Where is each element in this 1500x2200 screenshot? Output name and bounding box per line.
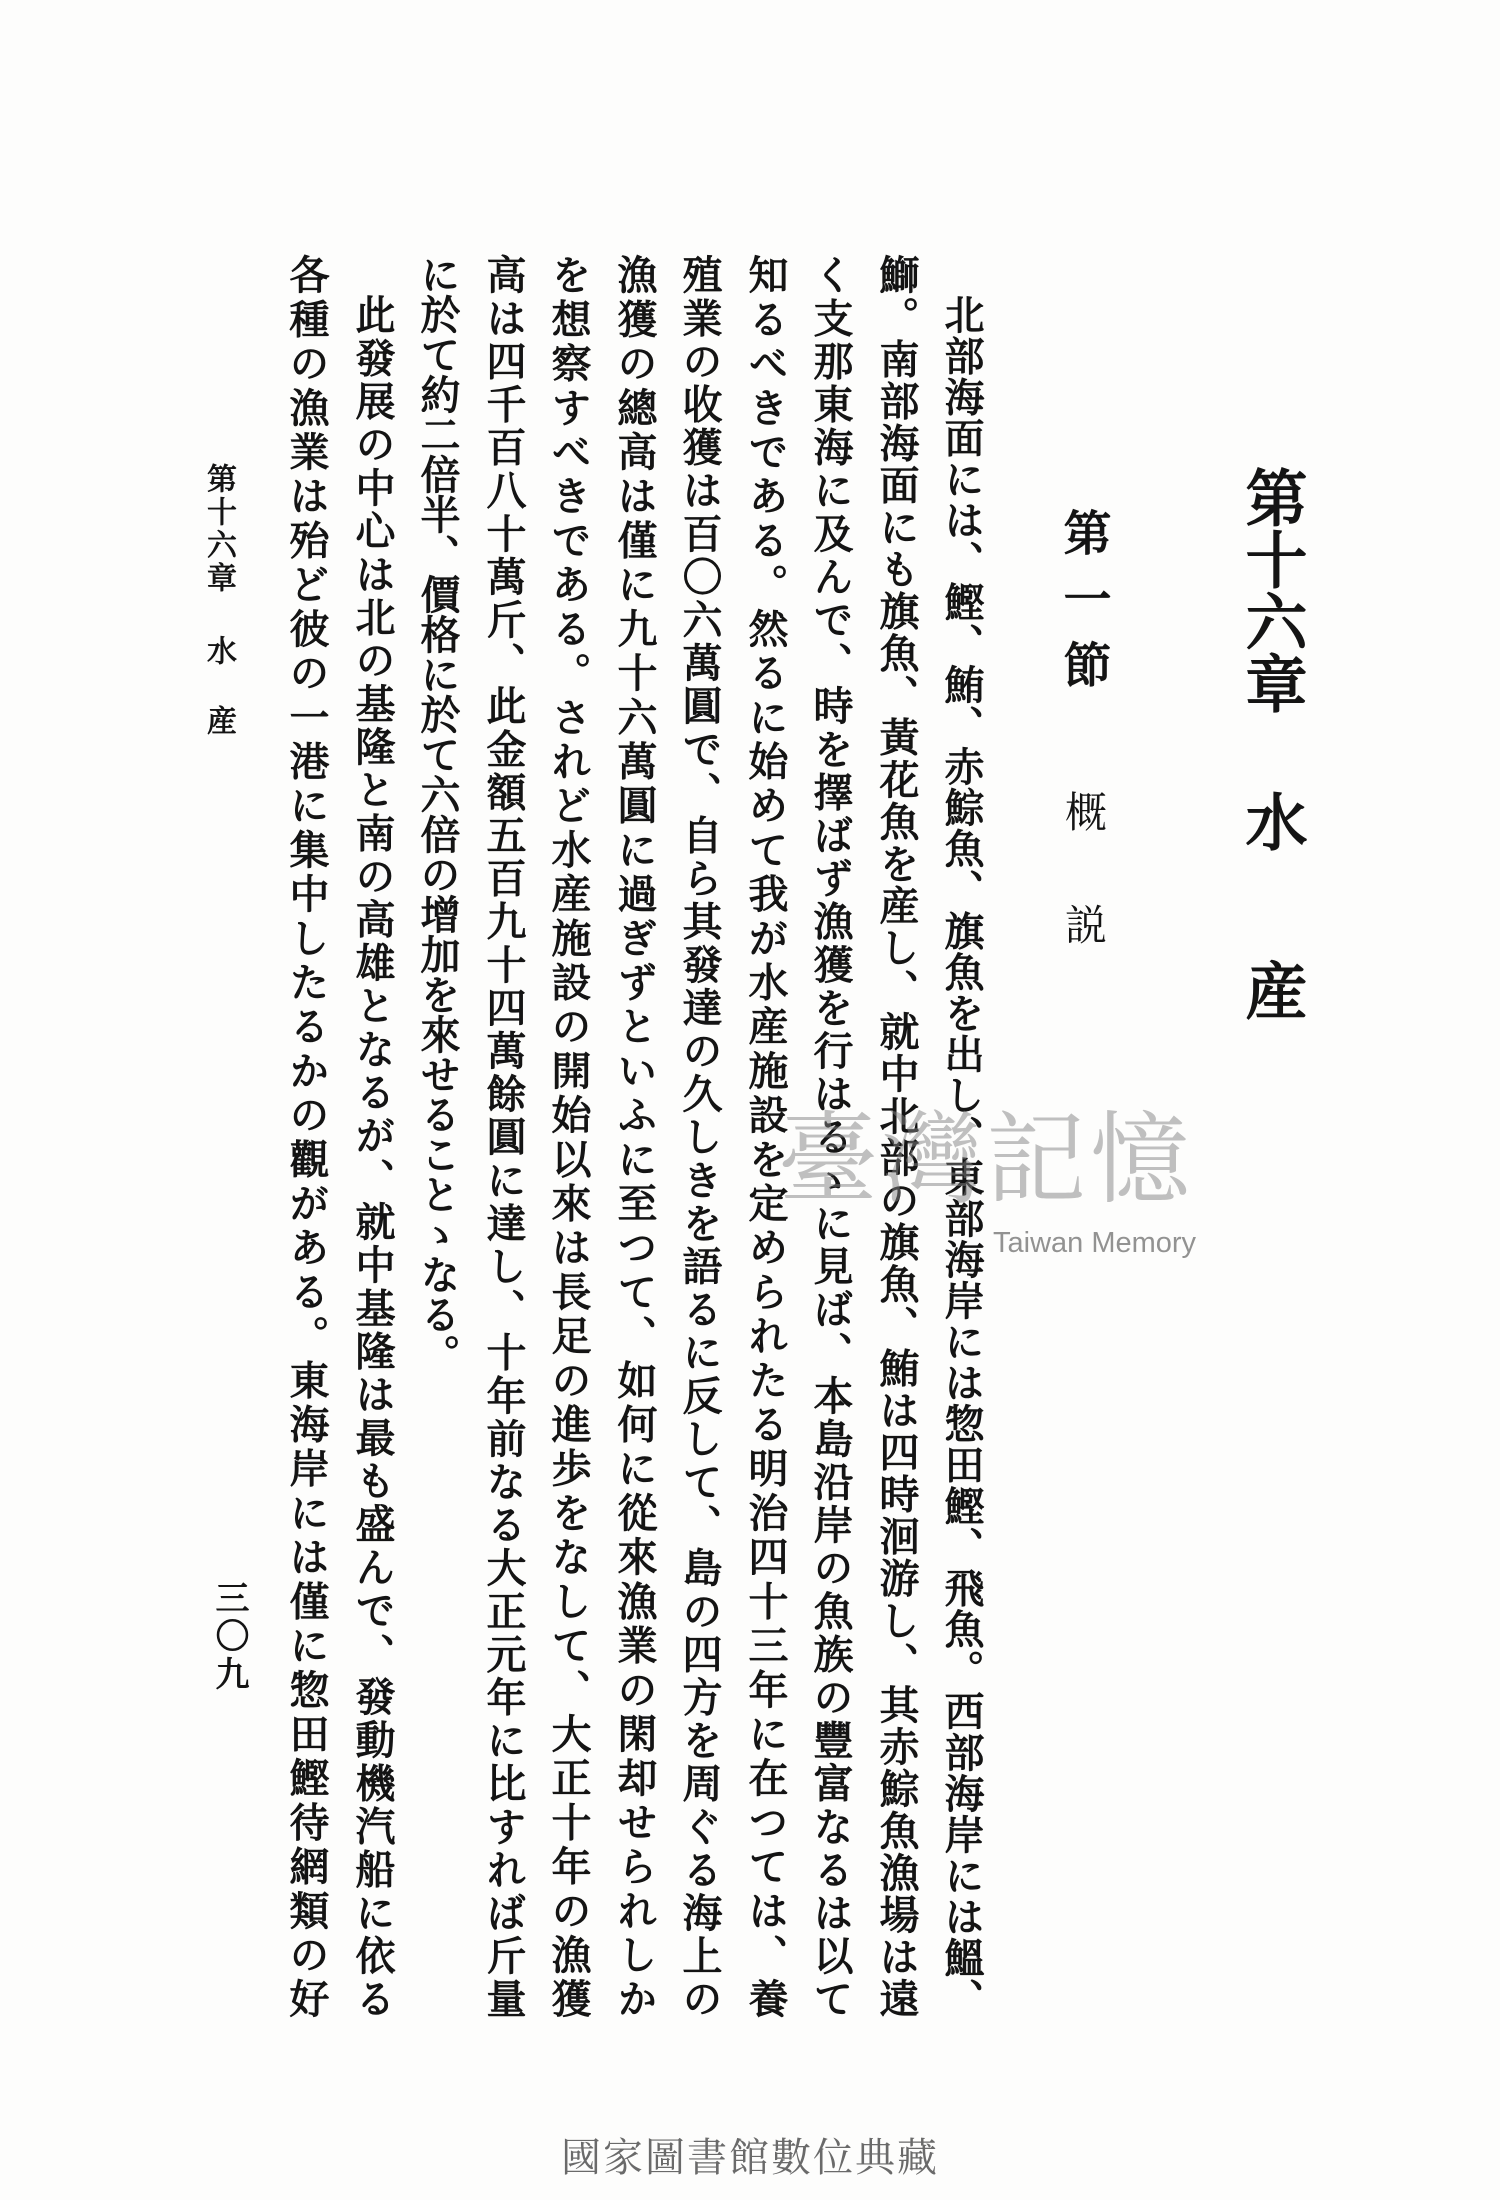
page-number: 三〇九 bbox=[209, 1580, 249, 1694]
chapter-title bbox=[1231, 466, 1311, 1128]
body-column: 各種の漁業は殆ど彼の一港に集中したるかの觀がある。東海岸には僅に惣田鰹待網類の好 bbox=[283, 254, 330, 2018]
watermark-subtitle: Taiwan Memory bbox=[993, 1227, 1197, 1259]
body-column: 北部海面には、鰹、鮪、赤鯮魚、旗魚を出し、東部海岸には惣田鰹、飛魚。西部海岸には鰮、 bbox=[938, 294, 985, 2018]
running-head-chapter: 第十六章 bbox=[201, 463, 236, 595]
section-title: 概説 bbox=[1059, 790, 1108, 1016]
watermark-logo: 臺灣記憶 bbox=[778, 1101, 1194, 1218]
running-head-subject: 水産 bbox=[201, 635, 236, 775]
body-column: 高は四千百八十萬斤、此金額五百九十四萬餘圓に達し、十年前なる大正元年に比すれば斤量 bbox=[480, 254, 527, 2018]
body-column: く支那東海に及んで、時を擇ばず漁獲を行はるゝに見ば、本島沿岸の魚族の豐富なるは以て bbox=[807, 254, 854, 2018]
running-head bbox=[198, 463, 238, 775]
section-number: 第一節 bbox=[1055, 508, 1111, 706]
body-column: に於て約二倍半、價格に於て六倍の增加を來せることゝなる。 bbox=[414, 254, 461, 1374]
body-column: 鰤。南部海面にも旗魚、黃花魚を産し、就中北部の旗魚、鮪は四時洄游し、其赤鯮魚漁場は遠 bbox=[873, 254, 920, 2018]
footer-source: 國家圖書館數位典藏 bbox=[561, 2135, 939, 2181]
body-column: 漁獲の總高は僅に九十六萬圓に過ぎずといふに至つて、如何に從來漁業の閑却せられしか bbox=[611, 254, 658, 2018]
chapter-number: 第十六章 bbox=[1235, 466, 1308, 714]
body-column: 知るべきである。然るに始めて我が水産施設を定められたる明治四十三年に在つては、養 bbox=[742, 254, 789, 2018]
body-column: を想察すべきである。されど水産施設の開始以來は長足の進歩をなして、大正十年の漁獲 bbox=[545, 254, 592, 2018]
body-column: 殖業の收獲は百〇六萬圓で、自ら其發達の久しきを語るに反して、島の四方を周ぐる海上の bbox=[676, 254, 723, 2018]
chapter-subject: 水産 bbox=[1235, 790, 1308, 1128]
section-heading bbox=[1048, 508, 1118, 1016]
body-column: 此發展の中心は北の基隆と南の高雄となるが、就中基隆は最も盛んで、發動機汽船に依る bbox=[349, 294, 396, 2018]
